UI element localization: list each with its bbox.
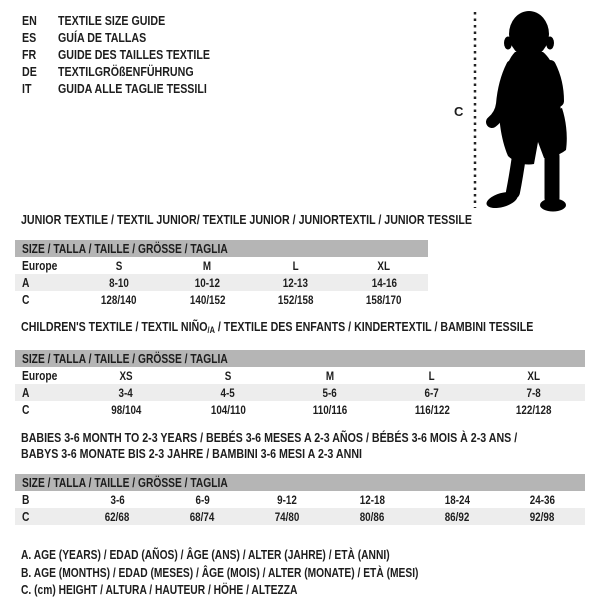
row-label: C [22,402,30,417]
row-label: C [22,292,30,307]
height-cell: 98/104 [110,402,142,417]
age-cell: 10-12 [194,275,220,290]
table-row [15,401,585,418]
language-code: FR [22,47,37,62]
height-cell: 62/68 [105,509,130,524]
height-figure [452,4,592,212]
size-cell: L [292,258,299,273]
size-header-band: SIZE / TALLA / TAILLE / GRÖSSE / TAGLIA [15,240,428,257]
height-cell: 110/116 [312,402,348,417]
language-code: IT [22,81,32,96]
age-cell: 3-4 [118,385,134,400]
size-cell: M [203,258,212,273]
row-label: A [22,275,30,290]
height-cell: 86/92 [445,509,470,524]
age-cell: 5-6 [322,385,338,400]
size-cell: S [224,368,232,383]
age-cell: 6-9 [195,492,210,507]
size-cell: XL [527,368,541,383]
row-label: C [22,509,30,524]
height-cell: 152/158 [277,292,314,307]
height-measure-label: C [454,104,464,119]
age-cell: 7-8 [526,385,542,400]
height-cell: 92/98 [530,509,555,524]
age-cell: 6-7 [424,385,440,400]
size-cell: XL [377,258,391,273]
table-row [15,491,585,508]
language-row [22,13,243,30]
table-row [15,384,585,401]
language-code: ES [22,30,37,45]
language-code: EN [22,13,37,28]
age-cell: 24-36 [529,492,556,507]
age-cell: 18-24 [444,492,471,507]
row-label: Europe [22,258,58,273]
footnote-c: C. (cm) HEIGHT / ALTURA / HAUTEUR / HÖHE / ALTEZZA [21,583,298,597]
age-cell: 9-12 [277,492,298,507]
age-cell: 3-6 [110,492,125,507]
height-cell: 116/122 [414,402,450,417]
size-cell: XS [119,368,133,383]
height-cell: 122/128 [516,402,552,417]
language-list [22,13,243,98]
language-row [22,30,243,47]
size-header-band: SIZE / TALLA / TAILLE / GRÖSSE / TAGLIA [15,350,585,367]
height-cell: 128/140 [101,292,137,307]
language-row [22,81,243,98]
row-label: A [22,385,30,400]
height-cell: 68/74 [190,509,215,524]
row-label: B [22,492,30,507]
table-row [15,274,428,291]
height-cell: 140/152 [189,292,226,307]
language-label: TEXTILE SIZE GUIDE [58,13,166,28]
table-row [15,367,585,384]
language-row [22,64,243,81]
footnotes [21,547,585,600]
size-cell: L [428,368,436,383]
age-cell: 14-16 [371,275,397,290]
children-size-table [15,350,585,418]
row-label: Europe [22,368,58,383]
toddler-silhouette-icon [452,4,592,212]
age-cell: 8-10 [109,275,129,290]
junior-table-title: JUNIOR TEXTILE / TEXTIL JUNIOR/ TEXTILE JUNIOR / JUNIORTEXTIL / JUNIOR TESSILE [21,212,472,227]
height-cell: 74/80 [275,509,300,524]
size-header-band: SIZE / TALLA / TAILLE / GRÖSSE / TAGLIA [15,474,585,491]
table-row [15,508,585,525]
age-cell: 12-18 [359,492,386,507]
age-cell: 12-13 [283,275,309,290]
table-row [15,291,428,308]
height-cell: 104/110 [210,402,246,417]
language-label: GUIDA ALLE TAGLIE TESSILI [58,81,207,96]
junior-size-table [15,240,428,308]
language-row [22,47,243,64]
language-label: GUIDE DES TAILLES TEXTILE [58,47,211,62]
size-cell: S [115,258,123,273]
height-cell: 158/170 [366,292,402,307]
language-label: GUÍA DE TALLAS [58,30,147,45]
height-cell: 80/86 [360,509,385,524]
size-tables-section [15,213,585,600]
babies-size-table [15,474,585,525]
size-cell: M [325,368,335,383]
nino-a-subscript: /A [207,325,215,335]
language-code: DE [22,64,37,79]
footnote-b: B. AGE (MONTHS) / EDAD (MESES) / ÂGE (MOIS) / ALTER (MONATE) / ETÀ (MESI) [21,565,419,580]
table-row [15,257,428,274]
age-cell: 4-5 [220,385,236,400]
footnote-a: A. AGE (YEARS) / EDAD (AÑOS) / ÂGE (ANS) / ALTER (JAHRE) / ETÀ (ANNI) [21,548,390,562]
children-table-title: CHILDREN'S TEXTILE / TEXTIL $NIÑO_{/A}$ / TEXTILE DES ENFANTS / KINDERTEXTIL / BAMBINI TESSILE [21,319,534,335]
language-label: TEXTILGRÖßENFÜHRUNG [58,64,194,79]
babies-table-title: BABIES 3-6 MONTH TO 2-3 YEARS / BEBÉS 3-6 MESES A 2-3 AÑOS / BÉBÉS 3-6 MOIS À 2-3 ANS / BABYS 3-6 MONATE BIS 2-3 JAHRE / BAMBINI 3-6 MESI A 2-3 ANNI [21,430,518,461]
